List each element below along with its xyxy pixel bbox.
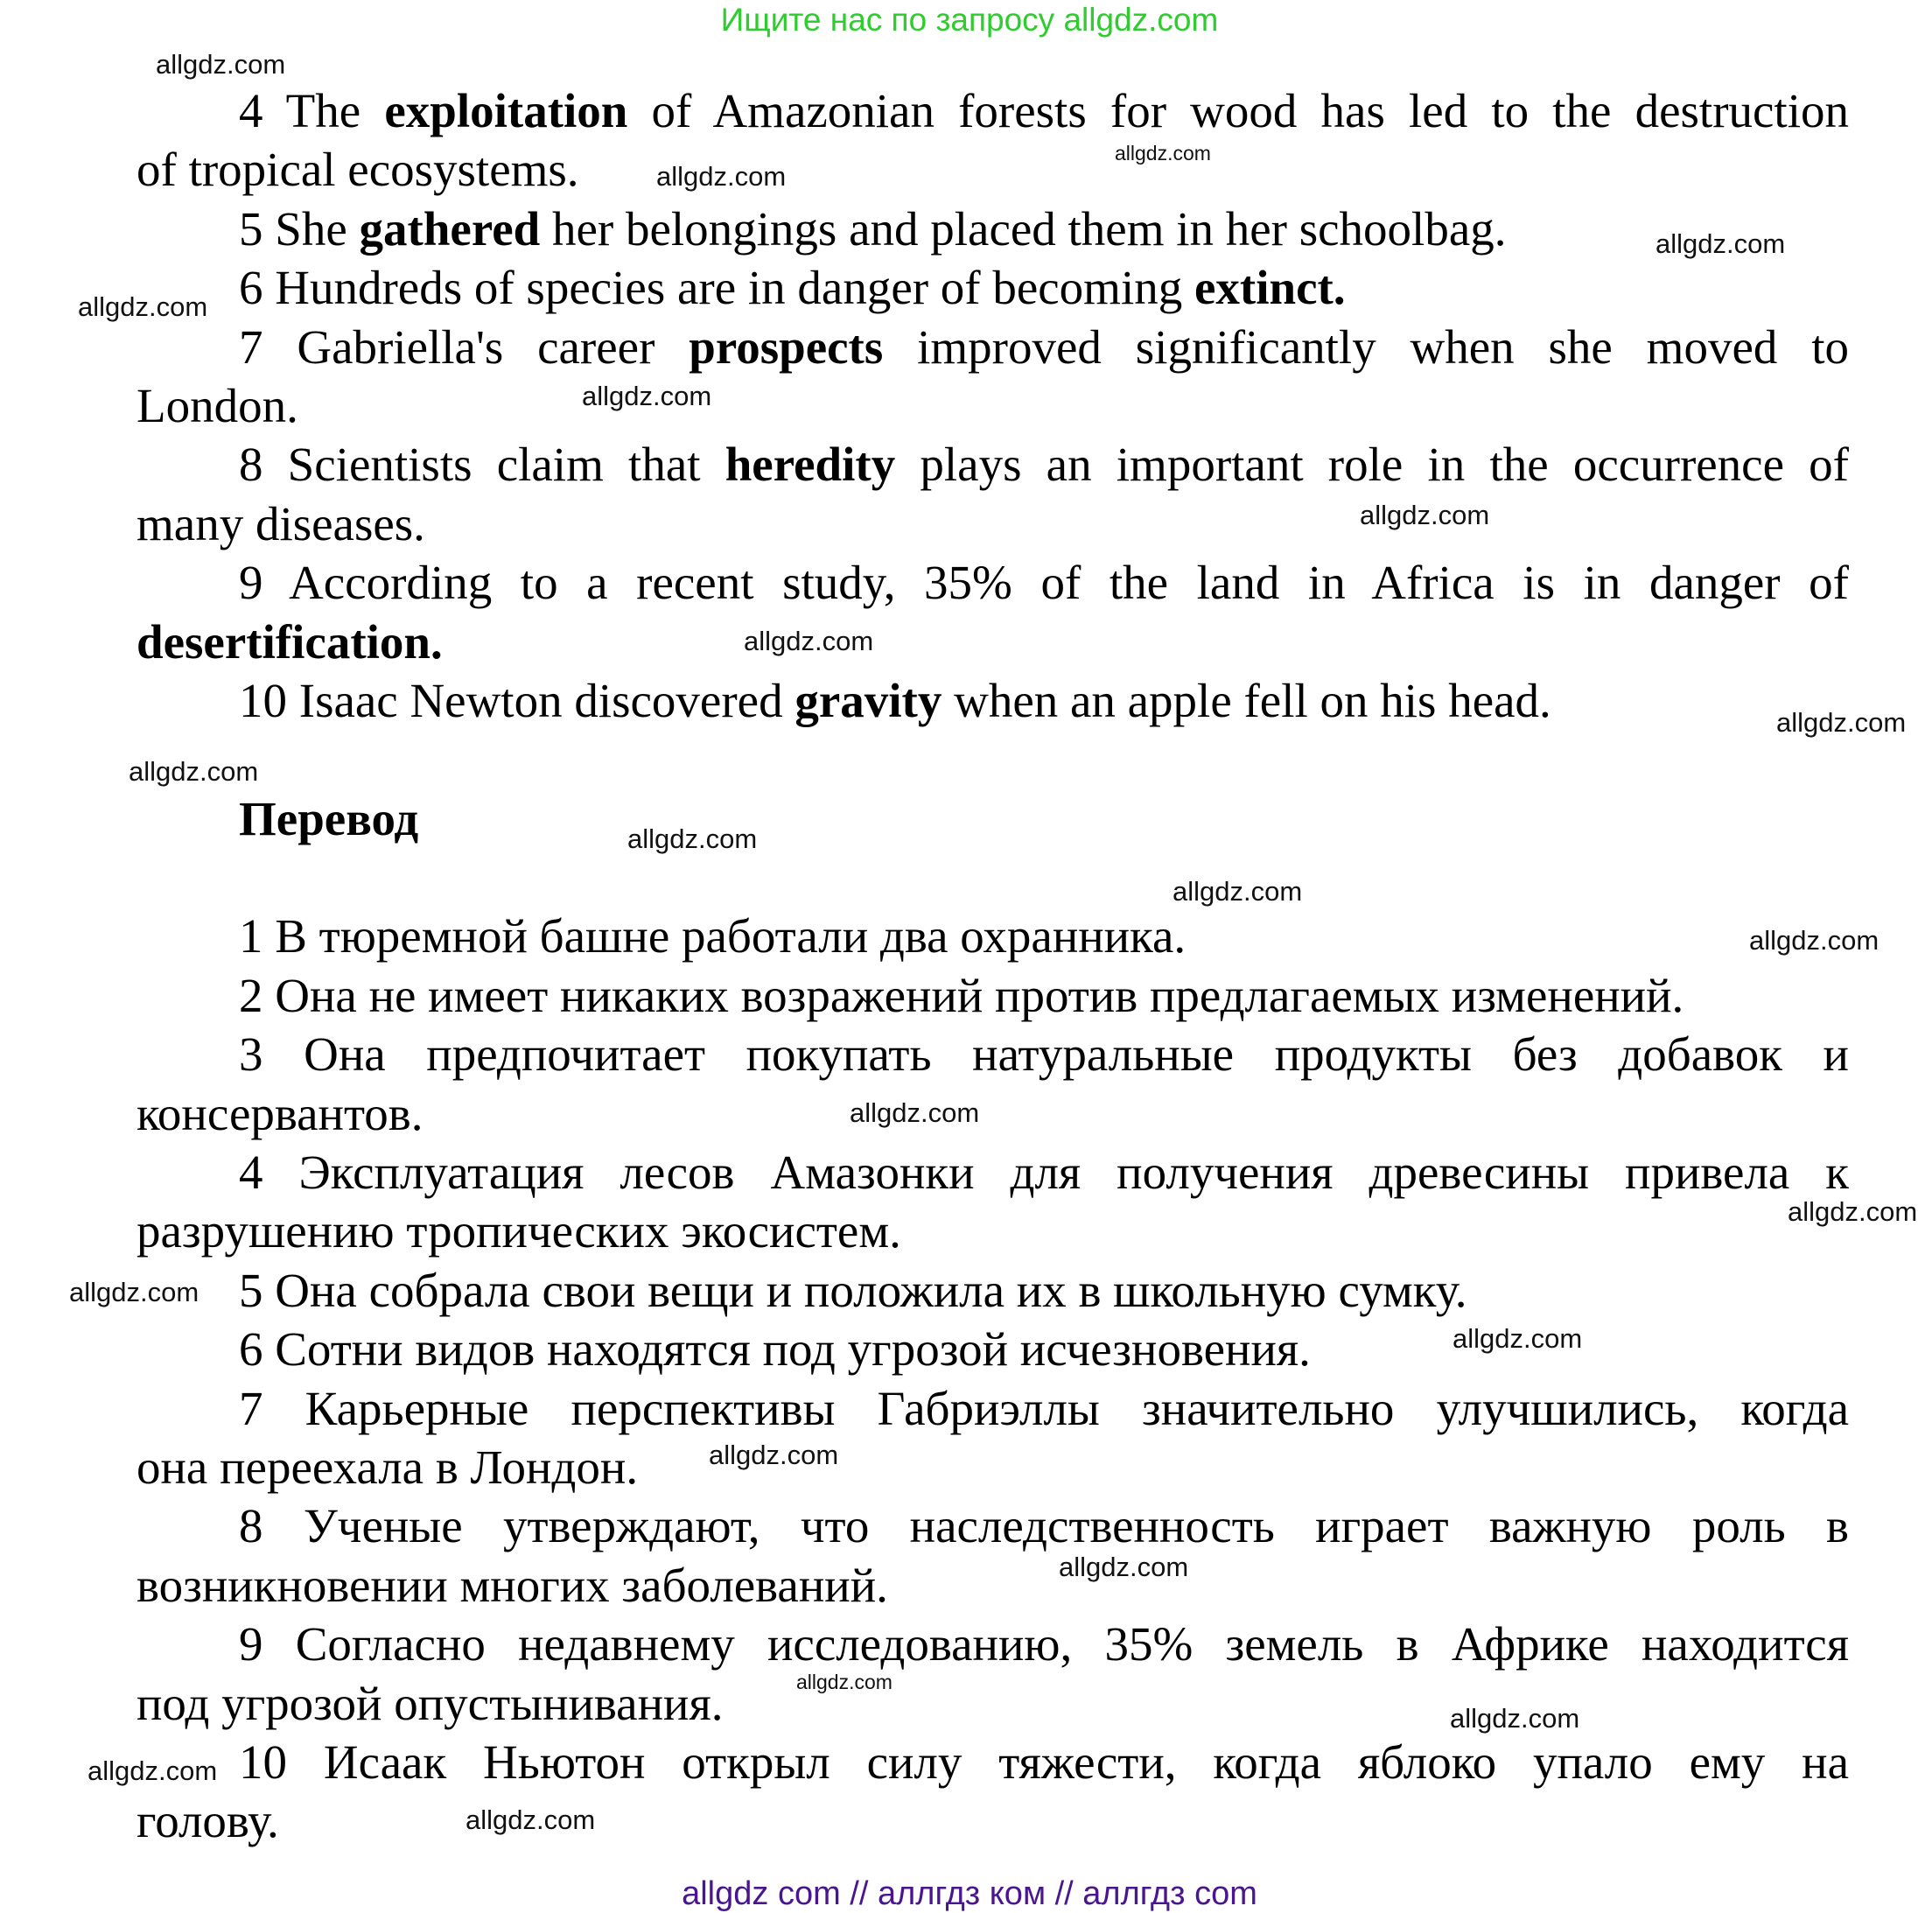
text-run: 5 She: [239, 201, 360, 256]
paragraph: [136, 966, 1849, 1025]
text-line: [136, 1791, 1849, 1850]
text-run: 8 Scientists claim that: [239, 438, 725, 492]
paragraph: [136, 258, 1849, 317]
watermark: allgdz.com: [627, 823, 758, 854]
text-line: [136, 258, 1849, 317]
watermark: allgdz.com: [796, 1671, 892, 1693]
text-line: [136, 1025, 1849, 1083]
bold-term: prospects: [689, 319, 884, 374]
watermark: allgdz.com: [88, 1755, 218, 1786]
text-run: разрушению тропических экосистем.: [136, 1204, 901, 1258]
bold-term: exploitation: [384, 84, 628, 137]
watermark: allgdz.com: [709, 1440, 839, 1470]
watermark: allgdz.com: [850, 1097, 980, 1128]
text-line: [136, 140, 1849, 199]
text-run: London.: [136, 378, 298, 432]
text-run: 2 Она не имеет никаких возражений против предлагаемых изменений.: [239, 968, 1684, 1022]
text-line: [136, 1496, 1849, 1555]
text-line: [136, 376, 1849, 435]
text-run: when an apple fell on his head.: [942, 673, 1551, 727]
paragraph: [136, 1143, 1849, 1261]
paragraph: [136, 907, 1849, 965]
bold-term: Перевод: [239, 791, 419, 845]
blank-line: [136, 848, 1849, 907]
footer-links: allgdz com // аллгдз ком // аллгдз com: [682, 1875, 1257, 1912]
text-line: [136, 1202, 1849, 1260]
paragraph: [136, 1733, 1849, 1851]
paragraph: [136, 1320, 1849, 1378]
text-run: her belongings and placed them in her schoolbag.: [540, 201, 1507, 256]
watermark: allgdz.com: [156, 49, 286, 80]
text-run: 5 Она собрала свои вещи и положила их в школьную сумку.: [239, 1263, 1467, 1317]
text-line: [136, 1615, 1849, 1673]
text-run: 10 Исаак Ньютон открыл силу тяжести, когда яблоко упало ему на: [239, 1734, 1849, 1789]
text-line: [136, 1379, 1849, 1438]
paragraph: [136, 435, 1849, 553]
text-line: [136, 1733, 1849, 1791]
text-run: 4 The: [239, 84, 385, 137]
text-run: 6 Hundreds of species are in danger of becoming: [239, 261, 1194, 315]
text-run: 9 According to a recent study, 35% of the land in Africa is in danger of: [239, 556, 1849, 610]
paragraph: [136, 1496, 1849, 1615]
watermark: allgdz.com: [1776, 707, 1907, 738]
paragraph: [136, 553, 1849, 671]
text-line: [136, 494, 1849, 553]
text-run: many diseases.: [136, 496, 425, 550]
text-run: 8 Ученые утверждают, что наследственность играет важную роль в: [239, 1499, 1849, 1553]
text-run: 4 Эксплуатация лесов Амазонки для получения древесины привела к: [239, 1146, 1849, 1200]
paragraph: [136, 1025, 1849, 1143]
text-line: [136, 1438, 1849, 1496]
text-line: [136, 1084, 1849, 1143]
bold-term: heredity: [724, 438, 896, 492]
text-run: plays an important role in the occurrence of: [895, 438, 1849, 492]
text-line: [136, 613, 1849, 671]
watermark: allgdz.com: [1115, 142, 1211, 165]
text-line: [136, 1261, 1849, 1320]
section-heading: [136, 789, 1849, 848]
text-line: [136, 1143, 1849, 1202]
text-line: [136, 318, 1849, 376]
text-run: 9 Согласно недавнему исследованию, 35% земель в Африке находится: [239, 1617, 1849, 1671]
text-line: [136, 966, 1849, 1025]
watermark: allgdz.com: [1452, 1323, 1583, 1354]
watermark: allgdz.com: [1450, 1703, 1580, 1734]
text-line: [136, 671, 1849, 730]
blank-line: [136, 730, 1849, 788]
watermark: allgdz.com: [129, 756, 259, 787]
watermark: allgdz.com: [582, 381, 712, 411]
text-run: она переехала в Лондон.: [136, 1440, 639, 1494]
text-line: [136, 435, 1849, 494]
text-line: [136, 1674, 1849, 1733]
watermark: allgdz.com: [78, 291, 208, 322]
paragraph: [136, 1261, 1849, 1320]
watermark: allgdz.com: [1656, 228, 1786, 259]
watermark: allgdz.com: [656, 161, 787, 192]
text-run: 3 Она предпочитает покупать натуральные продукты без добавок и: [239, 1027, 1849, 1082]
bold-term: desertification.: [136, 614, 443, 669]
paragraph: [136, 1379, 1849, 1497]
text-line: [136, 200, 1849, 258]
watermark: allgdz.com: [1788, 1196, 1918, 1227]
text-run: консервантов.: [136, 1086, 424, 1140]
text-line: [136, 1556, 1849, 1615]
text-line: [136, 1320, 1849, 1378]
document-body: [136, 81, 1849, 1851]
bold-term: extinct.: [1194, 261, 1346, 315]
watermark: allgdz.com: [1360, 500, 1490, 530]
text-run: 7 Gabriella's career: [239, 319, 690, 374]
bold-term: gathered: [359, 201, 541, 256]
watermark: allgdz.com: [744, 626, 874, 656]
watermark: allgdz.com: [1059, 1552, 1189, 1582]
text-run: 7 Карьерные перспективы Габриэллы значительно улучшились, когда: [239, 1381, 1849, 1435]
text-run: of tropical ecosystems.: [136, 143, 579, 197]
text-run: improved significantly when she moved to: [883, 319, 1849, 374]
paragraph: [136, 1615, 1849, 1733]
text-line: [136, 81, 1849, 140]
paragraph: [136, 318, 1849, 436]
text-run: 6 Сотни видов находятся под угрозой исчезновения.: [239, 1322, 1311, 1377]
paragraph: [136, 81, 1849, 200]
watermark: allgdz.com: [1172, 876, 1303, 907]
text-run: 10 Isaac Newton discovered: [239, 673, 795, 727]
text-line: [136, 907, 1849, 965]
search-banner: Ищите нас по запросу allgdz.com: [720, 2, 1219, 38]
text-run: 1 В тюремной башне работали два охранника.: [239, 909, 1186, 964]
paragraph: [136, 200, 1849, 258]
watermark: allgdz.com: [69, 1277, 200, 1307]
text-line: [136, 553, 1849, 612]
text-run: под угрозой опустынивания.: [136, 1676, 724, 1730]
paragraph: [136, 671, 1849, 730]
bold-term: gravity: [794, 673, 942, 727]
text-run: of Amazonian forests for wood has led to the destruction: [627, 84, 1849, 137]
text-run: голову.: [136, 1794, 279, 1848]
text-line: [136, 789, 1849, 848]
watermark: allgdz.com: [1749, 925, 1880, 956]
watermark: allgdz.com: [466, 1804, 596, 1835]
text-run: возникновении многих заболеваний.: [136, 1558, 888, 1612]
